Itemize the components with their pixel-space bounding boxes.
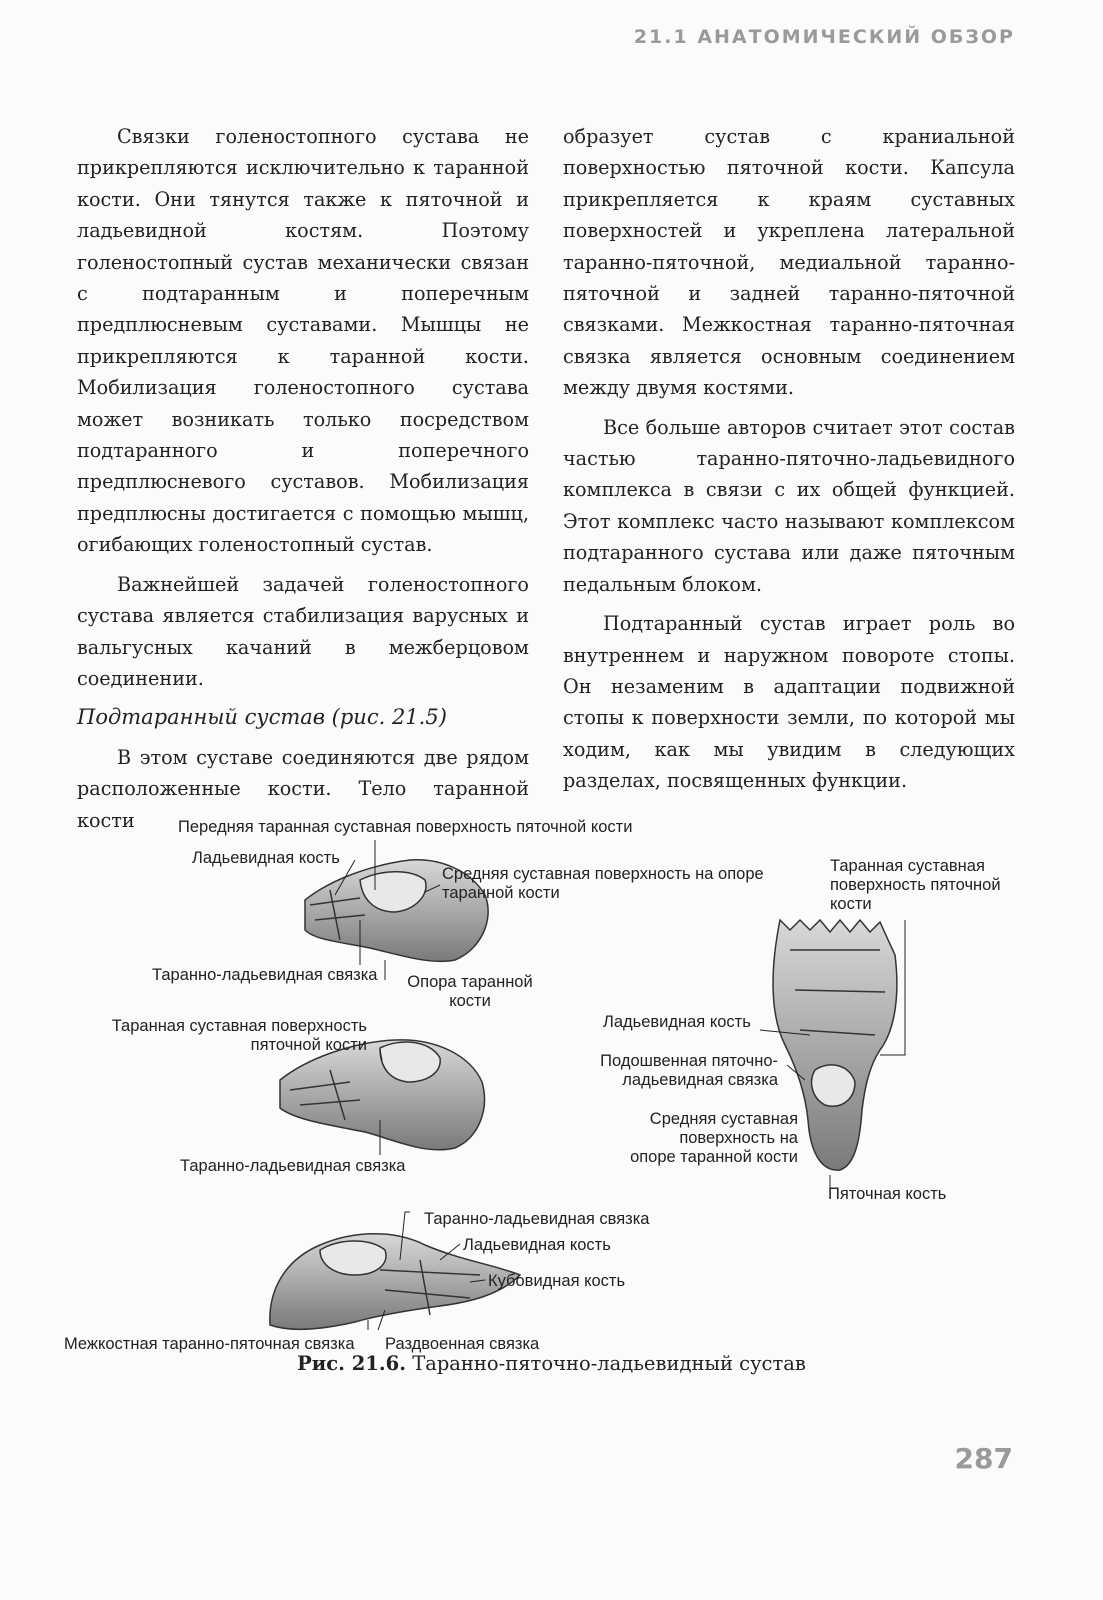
right-column xyxy=(563,121,1015,797)
paragraph: Все больше авторов считает этот состав частью таранно-пяточно-ладьевидного комплекса в связи с их общей функцией. Этот комплекс часто называют комплексом подтаранного сустава или даже пяточным педальным блоком. xyxy=(563,415,1015,596)
label-bifurcate-ligament: Раздвоенная связка xyxy=(385,1335,540,1353)
subheading: Подтаранный сустав (рис. 21.5) xyxy=(77,705,447,730)
running-header: 21.1 АНАТОМИЧЕСКИЙ ОБЗОР xyxy=(633,26,1015,48)
label-middle-surface: Средняя суставная поверхность на опоре таранной кости xyxy=(630,1110,798,1166)
label-sustentaculum: Опора таранной кости xyxy=(407,973,533,1010)
label-talar-articular-surface: Таранная суставная поверхность пяточной кости xyxy=(830,857,1001,913)
caption-number: Рис. 21.6. xyxy=(297,1352,406,1375)
label-calcaneus: Пяточная кость xyxy=(828,1185,947,1203)
foot-illustration-2 xyxy=(280,1040,484,1150)
paragraph: Подтаранный сустав играет роль во внутреннем и наружном повороте стопы. Он незаменим в адаптации подвижной стопы к поверхности земли, по которой мы ходим, как мы увидим в следующих разделах, посвященных функции. xyxy=(563,612,1015,793)
page-number: 287 xyxy=(954,1442,1013,1475)
figure-21-6 xyxy=(0,820,1103,1380)
left-column xyxy=(77,121,529,836)
caption-text: Таранно-пяточно-ладьевидный сустав xyxy=(412,1352,806,1375)
label-talar-articular-surface: Таранная суставная поверхность пяточной кости xyxy=(111,1017,367,1054)
label-anterior-talar-surface: Передняя таранная суставная поверхность пяточной кости xyxy=(178,818,633,836)
paragraph: образует сустав с краниальной поверхностью пяточной кости. Капсула прикрепляется к краям суставных поверхностей и укреплена латеральной таранно-пяточной, медиальной таранно-пяточной и задней таранно-пяточной связками. Межкостная таранно-пяточная связка является основным соединением между двумя костями. xyxy=(563,125,1015,400)
label-navicular: Ладьевидная кость xyxy=(192,849,340,867)
label-navicular: Ладьевидная кость xyxy=(603,1013,751,1031)
label-plantar-calcaneonavicular-ligament: Подошвенная пяточно-ладьевидная связка xyxy=(600,1052,778,1089)
label-navicular: Ладьевидная кость xyxy=(463,1236,611,1254)
paragraph: В этом суставе соединяются две рядом расположенные кости. Тело таранной кости xyxy=(77,745,529,832)
label-cuboid: Кубовидная кость xyxy=(488,1272,626,1290)
label-middle-surface: Средняя суставная поверхность на опоре таранной кости xyxy=(442,865,764,902)
figure-caption xyxy=(0,1352,1103,1375)
paragraph: Связки голеностопного сустава не прикрепляются исключительно к таранной кости. Они тянутся также к пяточной и ладьевидной костям. Поэтому голеностопный сустав механически связан с подтаранным и поперечным предплюсневым суставами. Мышцы не прикрепляются к таранной кости. Мобилизация голеностопного сустава может возникать только посредством подтаранного и поперечного предплюсневого суставов. Мобилизация предплюсны достигается с помощью мышц, огибающих голеностопный сустав. xyxy=(77,125,529,557)
label-talonavicular-ligament: Таранно-ладьевидная связка xyxy=(424,1210,650,1228)
label-talonavicular-ligament: Таранно-ладьевидная связка xyxy=(152,966,378,984)
label-interosseous-ligament: Межкостная таранно-пяточная связка xyxy=(64,1335,355,1353)
paragraph: Важнейшей задачей голеностопного сустава является стабилизация варусных и вальгусных качаний в межберцовом соединении. xyxy=(77,572,529,690)
label-talonavicular-ligament: Таранно-ладьевидная связка xyxy=(180,1157,406,1175)
